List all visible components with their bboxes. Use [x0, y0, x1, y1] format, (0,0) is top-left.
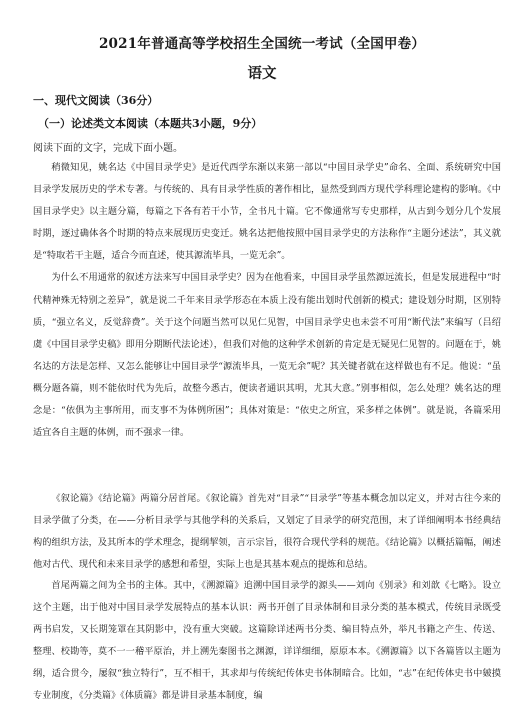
- section-heading: 一、现代文阅读（36分）: [33, 94, 159, 107]
- paragraph-3: 《叙论篇》《结论篇》两篇分居首尾。《叙论篇》首先对“目录”“目录学”等基本概念加以定义，并对古往今来的目录学做了分类，在——分析目录学与其他学科的关系后，又划定了目录学的研究范围，末了详细阐明本书经典结构的组织方法，及其所本的学术理念，提纲挈领，言示宗旨，很符合现代学科的规范。《结论篇》以概括篇幅，阐述他对古代、现代和未来目录学的感想和希望，实际上也是其基本观点的提炼和总结。: [33, 493, 501, 571]
- instruction-text: 阅读下面的文字，完成下面小题。: [33, 143, 183, 154]
- article-part-3: [33, 575, 501, 708]
- paragraph-1: 稍微知见，姚名达《中国目录学史》是近代西学东渐以来第一部以“中国目录学史”命名、全面、系统研究中国目录学发展历史的学术专著。与传统的、具有目录学性质的著作相比，显然受到西方现代学科理论建构的影响。《中国目录学史》以主题分篇，每篇之下各有若干小节，全书凡十篇。它不像通常写专史那样，从古到今划分几个发展时期，逐过确体各个时期的特点来展现历史变迁。姚名达把他按照中国目录学史的方法称作“主题分述法”，其义就是“特取若干主题，适合今而直述，使其源流毕具，一览无余”。: [33, 162, 501, 262]
- paragraph-2: 为什么不用通常的叙述方法来写中国目录学史？因为在他看来，中国目录学虽然源远流长，但是发展进程中“时代精神殊无特别之差异”，就是说二千年来目录学形态在本质上没有能出划时代创新的模式；建设划分时期，区别特质，“强立名义，反觉辞费”。关于这个问题当然可以见仁见智，中国目录学史也未尝不可用“断代法”来编写（吕绍虞《中国目录学史稿》即用分期断代法论述），但我们对他的这种学术创新的肯定是无疑见仁见智的。问题在于，姚名达的方法是怎样、又怎么能够让中国目录学“源流毕具，一览无余”呢？其关键者就在这样做也有不足。他说：“虽概分题各篇，则不能依时代为先后，故整今悉古，便读者通识其明，尤其大意。”别事相似，怎么处理？姚名达的理念是：“依俱为主事所用，而支事不为体例所困”；具体对策是：“依史之所宜，采多样之体例”。就是说，各篇采用适宜各自主题的体例，而不强求一律。: [33, 272, 501, 439]
- article-part-2: [33, 488, 501, 576]
- subsection-heading: （一）论述类文本阅读（本题共3小题，9分）: [38, 117, 263, 130]
- paragraph-4: 首尾两篇之间为全书的主体。其中，《溯源篇》追溯中国目录学的源头——刘向《别录》和刘歆《七略》。设立这个主题，出于他对中国目录学发展特点的基本认识：两书开创了目录体制和目录分类的基本模式，传统目录既受两书启发，又长期笼罩在其阴影中，没有重大突破。这篇除详述两书分类、编目特点外，举凡书籍之产生、传送、整理、校勘等，莫不一一稽平原治，并上溯先秦图书之渊源，详详细细，原原本本。《溯源篇》以下各篇皆以主题为纲，适合贯今，屡叙“独立特行”，互不相干，其求却与传统纪传体史书体制暗合。比如，“志”在纪传体史书中皴摸专业制度，《分类篇》《体质篇》都是讲目录基本制度，编: [33, 580, 501, 702]
- article-part-1: [33, 157, 501, 444]
- subject-title: 语文: [247, 65, 277, 82]
- exam-title: 2021年普通高等学校招生全国统一考试（全国甲卷）: [98, 36, 426, 52]
